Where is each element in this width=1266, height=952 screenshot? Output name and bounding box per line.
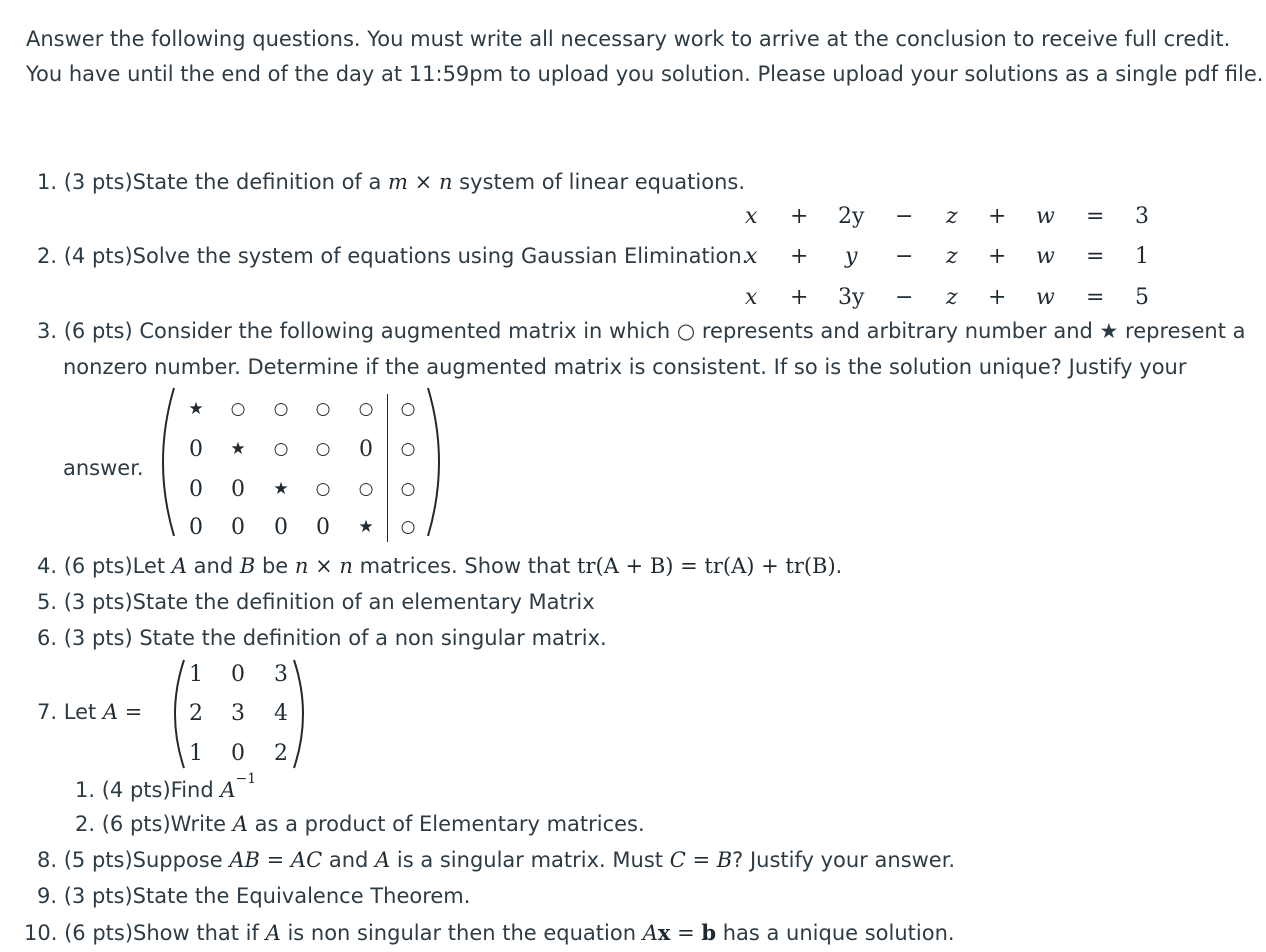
question-10: 10. (6 pts)Show that if A is non singular then the equation Ax = b has a unique solution. xyxy=(24,920,955,945)
matrix-a-cell: 1 xyxy=(189,662,203,687)
matrix-cell: ★ xyxy=(273,479,289,499)
matrix-a-cell: 3 xyxy=(274,662,288,687)
matrix-cell: ○ xyxy=(400,479,416,499)
matrix-cell: ○ xyxy=(358,399,374,419)
matrix-cell: ○ xyxy=(315,439,331,459)
matrix-cell: ○ xyxy=(358,479,374,499)
matrix-cell: ○ xyxy=(230,399,246,419)
matrix-cell: ○ xyxy=(400,517,416,537)
question-9: 9. (3 pts)State the Equivalence Theorem. xyxy=(37,884,471,908)
question-6: 6. (3 pts) State the definition of a non singular matrix. xyxy=(37,626,607,650)
instructions-line-1: Answer the following questions. You must write all necessary work to arrive at the conclusion to receive full credit. xyxy=(26,27,1231,51)
matrix-left-paren xyxy=(150,386,178,538)
matrix-cell: ○ xyxy=(315,479,331,499)
matrix-cell: ○ xyxy=(400,399,416,419)
matrix-a-cell: 0 xyxy=(231,741,245,766)
matrix-a-cell: 2 xyxy=(274,741,288,766)
matrix-cell: ○ xyxy=(400,439,416,459)
question-2: 2. (4 pts)Solve the system of equations using Gaussian Elimination. xyxy=(37,244,749,268)
matrix-cell: ★ xyxy=(230,439,246,459)
matrix-a-cell: 3 xyxy=(231,701,245,726)
question-3-line-2: nonzero number. Determine if the augmented matrix is consistent. If so is the solution unique? Justify your xyxy=(63,355,1187,379)
matrix-cell: 0 xyxy=(274,515,288,540)
matrix-a-cell: 1 xyxy=(189,741,203,766)
matrix-cell: ★ xyxy=(188,399,204,419)
matrix-cell: 0 xyxy=(359,437,373,462)
matrix-cell: 0 xyxy=(189,437,203,462)
question-1: 1. (3 pts)State the definition of a m × n system of linear equations. xyxy=(37,170,746,194)
question-4: 4. (6 pts)Let A and B be n × n matrices. Show that tr(A + B) = tr(A) + tr(B). xyxy=(37,554,843,578)
question-7-part-2: 2. (6 pts)Write A as a product of Elementary matrices. xyxy=(75,812,645,836)
matrix-a-cell: 4 xyxy=(274,701,288,726)
question-5: 5. (3 pts)State the definition of an elementary Matrix xyxy=(37,590,595,614)
question-7-part-1: 1. (4 pts)Find $A^{-1}$ xyxy=(75,771,257,802)
augment-divider xyxy=(387,394,388,542)
matrix-cell: 0 xyxy=(189,477,203,502)
question-3: 3. (6 pts) Consider the following augmented matrix in which ○ represents and arbitrary number and ★ represent a xyxy=(37,319,1246,343)
matrix-cell: ★ xyxy=(358,517,374,537)
question-7: 7. Let A = xyxy=(37,700,143,724)
matrix-a-cell: 2 xyxy=(189,701,203,726)
matrix-cell: ○ xyxy=(273,439,289,459)
matrix-a-cell: 0 xyxy=(231,662,245,687)
matrix-cell: 0 xyxy=(189,515,203,540)
matrix-cell: ○ xyxy=(315,399,331,419)
matrix-right-paren xyxy=(424,386,452,538)
matrix-cell: 0 xyxy=(316,515,330,540)
matrix-cell: ○ xyxy=(273,399,289,419)
question-8: 8. (5 pts)Suppose AB = AC and A is a singular matrix. Must C = B? Justify your answer. xyxy=(37,848,956,872)
instructions-line-2: You have until the end of the day at 11:59pm to upload you solution. Please upload your solutions as a single pdf file. xyxy=(26,62,1264,86)
question-3-answer-label: answer. xyxy=(63,456,144,480)
matrix-cell: 0 xyxy=(231,477,245,502)
matrix-cell: 0 xyxy=(231,515,245,540)
